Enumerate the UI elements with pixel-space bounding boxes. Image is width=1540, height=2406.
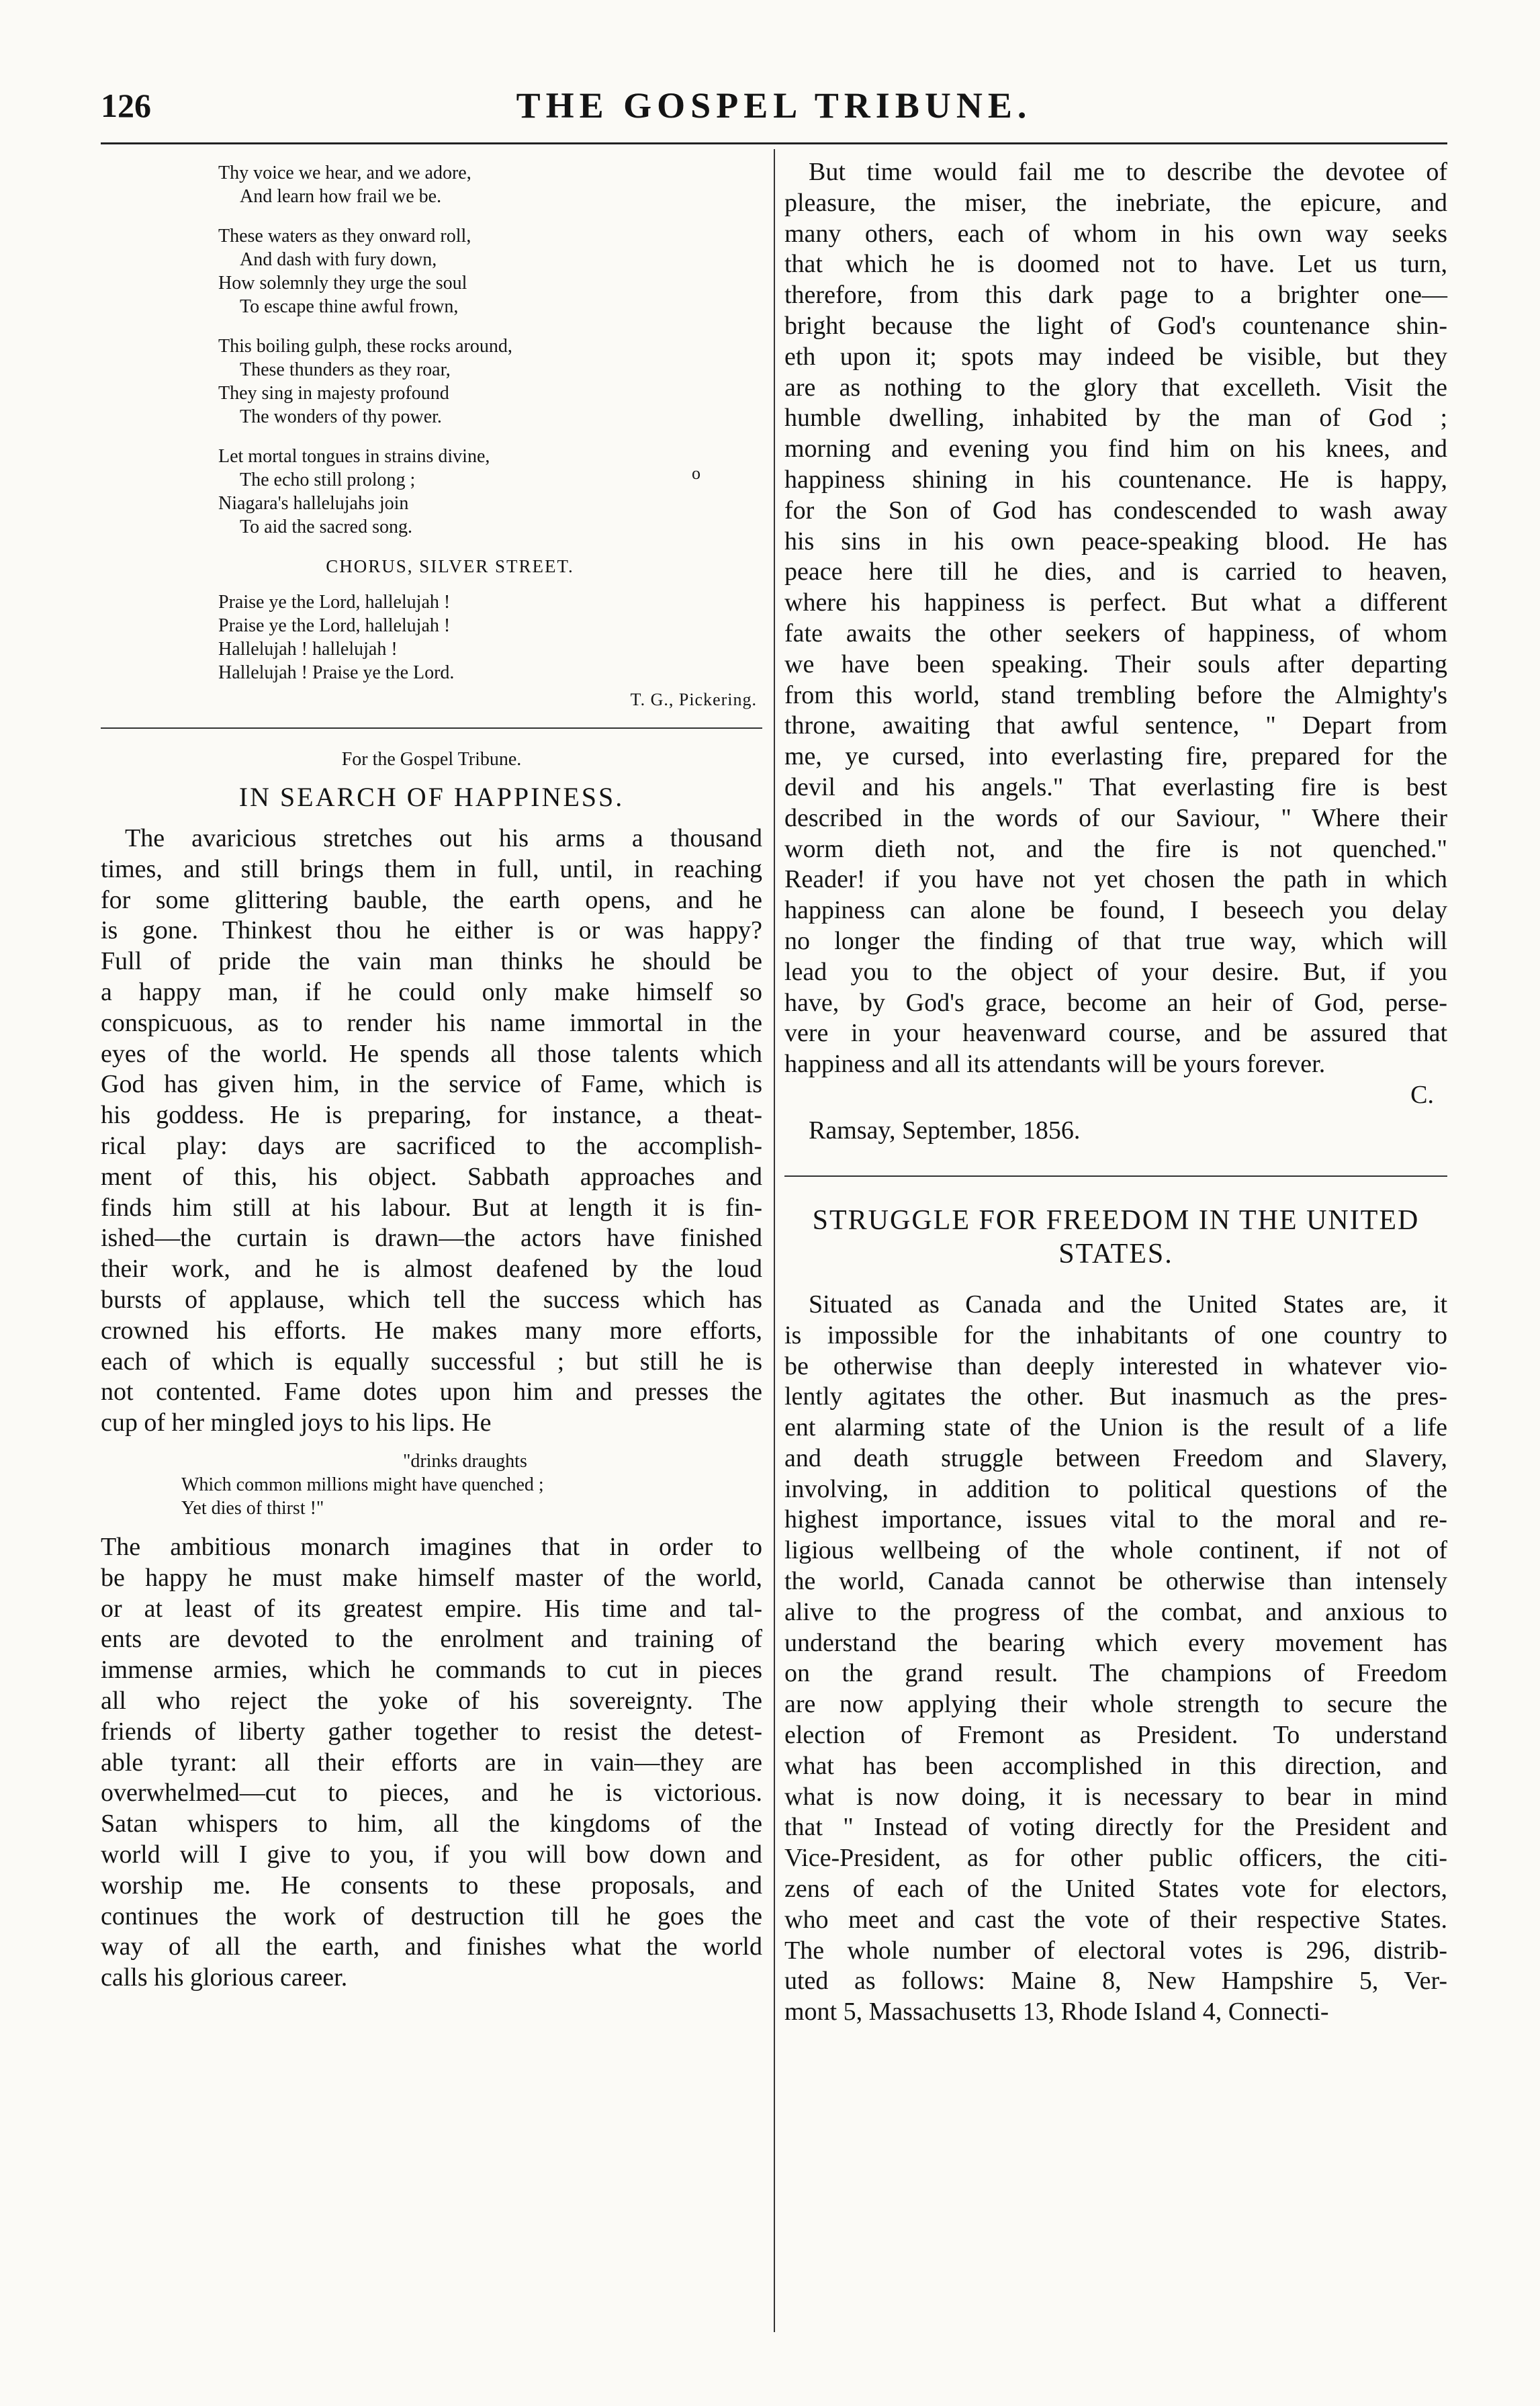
text-line: ment of this, his object. Sabbath approaches and — [101, 1162, 762, 1191]
text-line: devil and his angels." That everlasting fire is best — [784, 772, 1447, 801]
poem-stanza — [218, 445, 762, 539]
text-line: lead you to the object of your desire. But, if you — [784, 957, 1447, 986]
paragraph — [101, 1532, 762, 1994]
text-line: their work, and he is almost deafened by the loud — [101, 1255, 762, 1284]
text-line: election of Fremont as President. To understand — [784, 1721, 1447, 1750]
text-line: are now applying their whole strength to secure the — [784, 1690, 1447, 1719]
text-line: for some glittering bauble, the earth opens, and he — [101, 885, 762, 914]
text-line: world will I give to you, if you will bow down and — [101, 1840, 762, 1869]
text-line: times, and still brings them in full, until, in reaching — [101, 854, 762, 883]
quote-line: Yet dies of thirst !" — [181, 1497, 324, 1519]
chorus-line: Praise ye the Lord, hallelujah ! — [218, 592, 451, 613]
poem-line: And learn how frail we be. — [240, 186, 442, 207]
text-line: what is now doing, it is necessary to bear in mind — [784, 1782, 1447, 1811]
text-line: Full of pride the vain man thinks he should be — [101, 947, 762, 976]
text-line: able tyrant: all their efforts are in vain—they are — [101, 1748, 762, 1777]
section-rule — [101, 727, 762, 729]
text-line: God has given him, in the service of Fame, which is — [101, 1070, 762, 1099]
header-rule — [101, 142, 1447, 144]
poem-line: And dash with fury down, — [240, 249, 437, 270]
text-line: zens of each of the United States vote for electors, — [784, 1875, 1447, 1904]
text-line: his goddess. He is preparing, for instance, a theat- — [101, 1101, 762, 1130]
text-line: The whole number of electoral votes is 296, distrib- — [784, 1936, 1447, 1965]
text-line: be happy he must make himself master of the world, — [101, 1563, 762, 1592]
text-line: happiness and all its attendants will be yours forever. — [784, 1050, 1326, 1079]
page-header — [101, 79, 1447, 140]
text-line: each of which is equally successful ; but still he is — [101, 1347, 762, 1376]
text-line: peace here till he dies, and is carried to heaven, — [784, 558, 1447, 586]
poem-line: The wonders of thy power. — [240, 406, 442, 427]
text-line: friends of liberty gather together to resist the detest- — [101, 1717, 762, 1746]
text-line: eth upon it; spots may indeed be visible, but they — [784, 342, 1447, 371]
text-line: happiness can alone be found, I beseech you delay — [784, 896, 1447, 925]
text-line: cup of her mingled joys to his lips. He — [101, 1409, 492, 1437]
text-line: continues the work of destruction till he goes the — [101, 1902, 762, 1930]
text-line: worship me. He consents to these proposals, and — [101, 1871, 762, 1900]
text-line: ents are devoted to the enrolment and training of — [101, 1625, 762, 1654]
right-column — [784, 149, 1447, 2028]
text-line: way of all the earth, and finishes what the world — [101, 1932, 762, 1961]
text-line: bursts of applause, which tell the success which has — [101, 1285, 762, 1314]
text-line: his sins in his own peace-speaking blood. He has — [784, 527, 1447, 555]
article-title — [784, 1204, 1447, 1271]
poem-stanza — [218, 335, 762, 429]
text-line: The ambitious monarch imagines that in order to — [101, 1532, 762, 1561]
text-line: Reader! if you have not yet chosen the path in which — [784, 865, 1447, 894]
column-divider — [774, 149, 775, 2332]
text-line: eyes of the world. He spends all those talents which — [101, 1039, 762, 1068]
text-line: But time would fail me to describe the devotee of — [809, 158, 1447, 186]
paragraph — [784, 157, 1447, 1080]
text-line: throne, awaiting that awful sentence, " Depart from — [784, 711, 1447, 740]
chorus-lines — [218, 590, 762, 684]
paragraph — [101, 823, 762, 1439]
text-line: ent alarming state of the Union is the result of a life — [784, 1413, 1447, 1442]
text-line: therefore, from this dark page to a brighter one— — [784, 281, 1447, 310]
text-line: mont 5, Massachusetts 13, Rhode Island 4, Connecti- — [784, 1998, 1329, 2026]
quote-line: "drinks draughts — [403, 1450, 527, 1472]
section-rule — [784, 1175, 1447, 1177]
text-line: Satan whispers to him, all the kingdoms of the — [101, 1810, 762, 1838]
running-title: THE GOSPEL TRIBUNE. — [516, 85, 1032, 126]
chorus-line: Praise ye the Lord, hallelujah ! — [218, 615, 451, 636]
chorus-line: Hallelujah ! hallelujah ! — [218, 639, 398, 660]
text-line: is gone. Thinkest thou he either is or was happy? — [101, 916, 762, 945]
article-title-line: STRUGGLE FOR FREEDOM IN THE UNITED — [812, 1204, 1420, 1236]
text-line: involving, in addition to political questions of the — [784, 1474, 1447, 1503]
text-line: is impossible for the inhabitants of one country to — [784, 1321, 1447, 1349]
text-line: morning and evening you find him on his knees, and — [784, 435, 1447, 463]
quote-line: Which common millions might have quenched ; — [181, 1474, 544, 1495]
source-note: For the Gospel Tribune. — [341, 749, 522, 770]
poem-stanza — [218, 161, 762, 208]
text-line: overwhelmed—cut to pieces, and he is victorious. — [101, 1779, 762, 1808]
text-line: that " Instead of voting directly for the President and — [784, 1813, 1447, 1842]
text-line: where his happiness is perfect. But what a different — [784, 588, 1447, 617]
margin-mark: o — [692, 463, 700, 483]
text-line: we have been speaking. Their souls after departing — [784, 650, 1447, 678]
text-line: uted as follows: Maine 8, New Hampshire 5, Ver- — [784, 1967, 1447, 1996]
poem-line: Let mortal tongues in strains divine, — [218, 446, 490, 467]
poem-line: Niagara's hallelujahs join — [218, 493, 409, 514]
text-line: me, ye cursed, into everlasting fire, prepared for the — [784, 742, 1447, 771]
dateline: Ramsay, September, 1856. — [809, 1116, 1081, 1145]
text-line: on the grand result. The champions of Freedom — [784, 1659, 1447, 1688]
paragraph — [784, 1290, 1447, 2028]
poem-line: To aid the sacred song. — [240, 517, 412, 537]
text-line: all who reject the yoke of his sovereignty. The — [101, 1686, 762, 1715]
text-line: ished—the curtain is drawn—the actors have finished — [101, 1224, 762, 1253]
text-line: Vice-President, as for other public officers, the citi- — [784, 1844, 1447, 1873]
text-line: understand the bearing which every movement has — [784, 1628, 1447, 1657]
article-title-line: STATES. — [1058, 1238, 1173, 1269]
poem-signature: T. G., Pickering. — [630, 690, 757, 709]
text-line: many others, each of whom in his own way seeks — [784, 219, 1447, 248]
text-line: conspicuous, as to render his name immortal in the — [101, 1008, 762, 1037]
text-line: The avaricious stretches out his arms a thousand — [125, 824, 762, 852]
text-line: pleasure, the miser, the inebriate, the epicure, and — [784, 188, 1447, 217]
text-line: crowned his efforts. He makes many more efforts, — [101, 1316, 762, 1345]
text-line: a happy man, if he could only make himself so — [101, 977, 762, 1006]
text-line: worm dieth not, and the fire is not quenched." — [784, 834, 1447, 863]
article-signature: C. — [1410, 1080, 1434, 1109]
poem-line: Thy voice we hear, and we adore, — [218, 163, 471, 183]
poem-stanzas — [218, 161, 762, 539]
text-line: the world, Canada cannot be otherwise than intensely — [784, 1567, 1447, 1596]
text-line: calls his glorious career. — [101, 1963, 348, 1992]
text-line: immense armies, which he commands to cut in pieces — [101, 1656, 762, 1685]
text-line: and death struggle between Freedom and Slavery, — [784, 1443, 1447, 1472]
text-line: lently agitates the other. But inasmuch as the pres- — [784, 1382, 1447, 1411]
poem-line: These thunders as they roar, — [240, 359, 451, 380]
text-line: who meet and cast the vote of their respective States. — [784, 1905, 1447, 1934]
poem — [101, 161, 762, 684]
text-line: be otherwise than deeply interested in whatever vio- — [784, 1351, 1447, 1380]
text-line: humble dwelling, inhabited by the man of God ; — [784, 404, 1447, 433]
poem-stanza — [218, 224, 762, 318]
block-quote — [101, 1450, 762, 1520]
text-line: fate awaits the other seekers of happiness, of whom — [784, 619, 1447, 648]
text-line: no longer the finding of that true way, which will — [784, 926, 1447, 955]
poem-line: This boiling gulph, these rocks around, — [218, 336, 512, 357]
text-line: rical play: days are sacrificed to the accomplish- — [101, 1131, 762, 1160]
text-line: have, by God's grace, become an heir of God, perse- — [784, 988, 1447, 1017]
poem-line: How solemnly they urge the soul — [218, 273, 467, 294]
text-line: happiness shining in his countenance. He is happy, — [784, 465, 1447, 494]
text-line: what has been accomplished in this direction, and — [784, 1751, 1447, 1780]
text-line: highest importance, issues vital to the moral and re- — [784, 1505, 1447, 1534]
text-line: alive to the progress of the combat, and anxious to — [784, 1597, 1447, 1626]
left-column — [101, 149, 762, 1994]
page-number: 126 — [101, 87, 151, 124]
text-line: are as nothing to the glory that excelleth. Visit the — [784, 373, 1447, 402]
text-line: that which he is doomed not to have. Let us turn, — [784, 250, 1447, 279]
text-line: bright because the light of God's countenance shin- — [784, 311, 1447, 340]
text-line: vere in your heavenward course, and be assured that — [784, 1019, 1447, 1048]
text-line: described in the words of our Saviour, " Where their — [784, 803, 1447, 832]
text-line: for the Son of God has condescended to wash away — [784, 496, 1447, 525]
poem-line: To escape thine awful frown, — [240, 296, 459, 317]
poem-line: These waters as they onward roll, — [218, 226, 471, 247]
article-title: IN SEARCH OF HAPPINESS. — [238, 782, 625, 812]
text-line: Situated as Canada and the United States are, it — [809, 1290, 1447, 1319]
text-line: ligious wellbeing of the whole continent, if not of — [784, 1536, 1447, 1565]
text-line: not contented. Fame dotes upon him and presses the — [101, 1378, 762, 1407]
poem-line: They sing in majesty profound — [218, 383, 449, 404]
chorus-heading: CHORUS, SILVER STREET. — [326, 556, 574, 576]
poem-line: The echo still prolong ; — [240, 470, 416, 490]
text-line: from this world, stand trembling before the Almighty's — [784, 680, 1447, 709]
text-line: finds him still at his labour. But at length it is fin- — [101, 1193, 762, 1222]
text-line: or at least of its greatest empire. His time and tal- — [101, 1594, 762, 1623]
chorus-line: Hallelujah ! Praise ye the Lord. — [218, 662, 455, 683]
